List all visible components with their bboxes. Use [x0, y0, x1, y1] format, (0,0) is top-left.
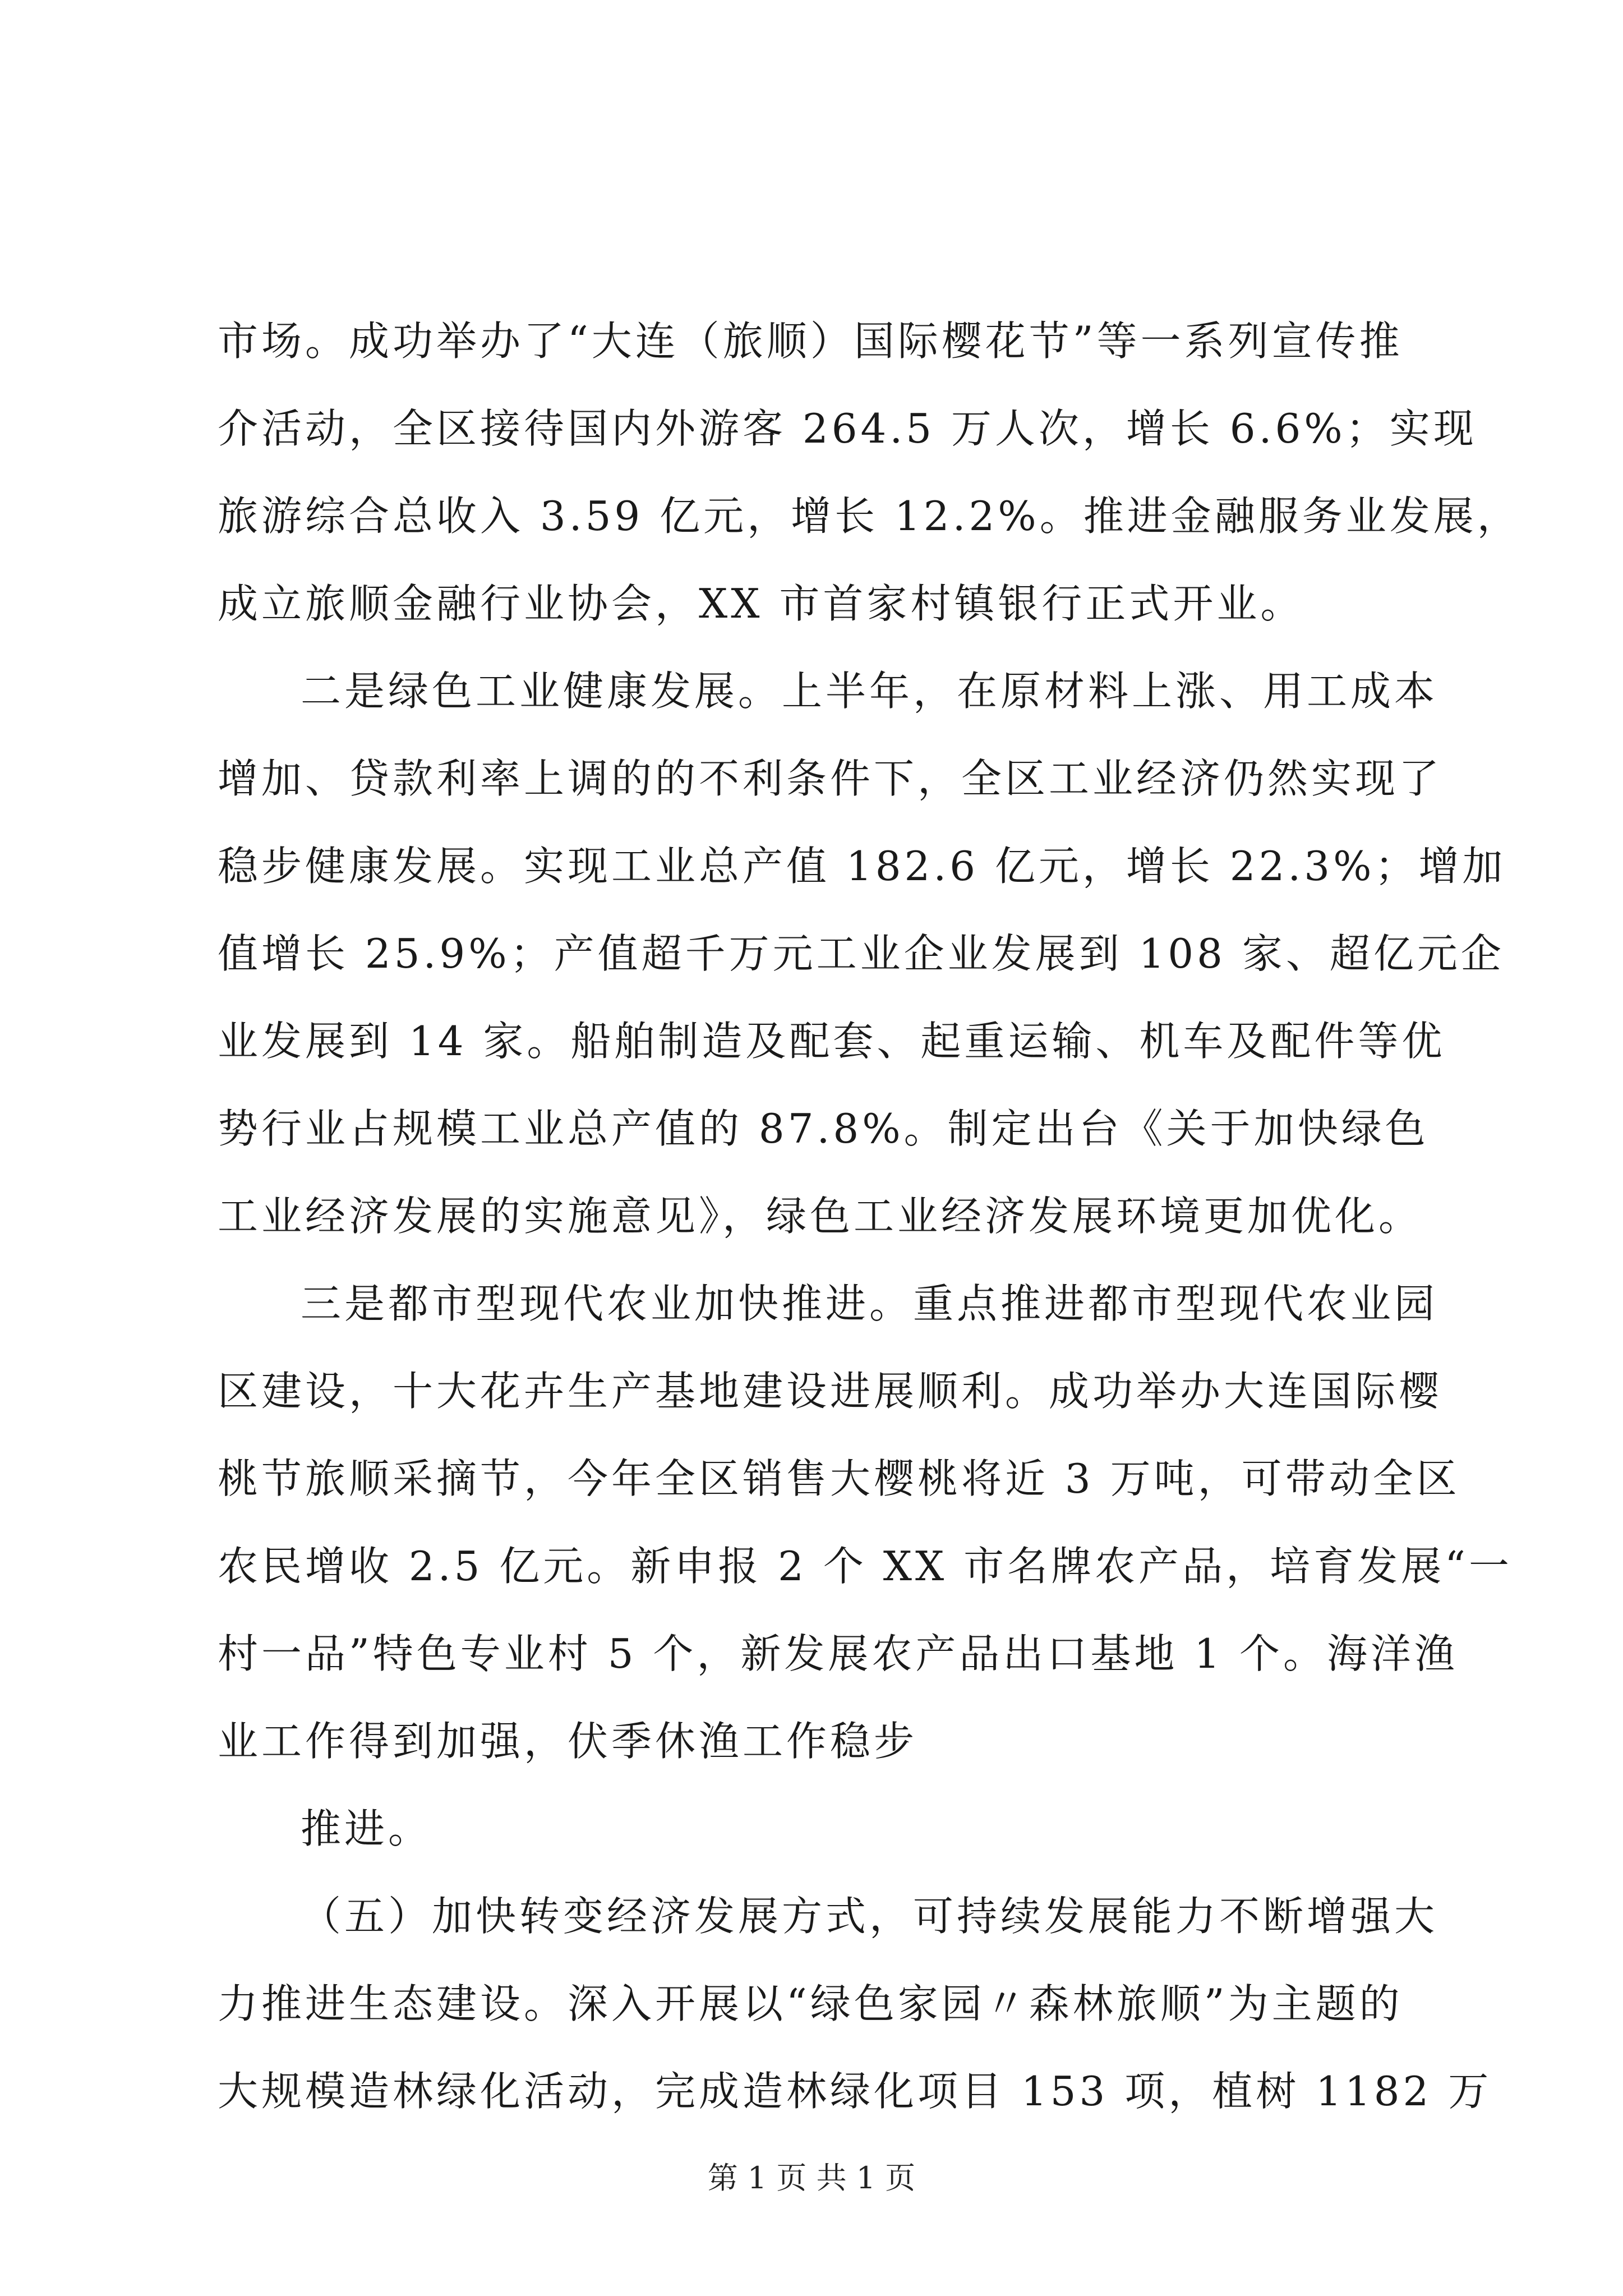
- text-line: 业发展到 14 家。船舶制造及配套、起重运输、机车及配件等优: [218, 1018, 1446, 1065]
- text-line: 推进。: [301, 1805, 432, 1852]
- text-line: 区建设，十大花卉生产基地建设进展顺利。成功举办大连国际樱: [218, 1368, 1443, 1415]
- text-line: 三是都市型现代农业加快推进。重点推进都市型现代农业园: [301, 1280, 1438, 1327]
- text-line: 农民增收 2.5 亿元。新申报 2 个 XX 市名牌农产品，培育发展“一: [218, 1543, 1513, 1590]
- text-line: 介活动，全区接待国内外游客 264.5 万人次，增长 6.6%；实现: [218, 405, 1477, 452]
- text-line: 旅游综合总收入 3.59 亿元，增长 12.2%。推进金融服务业发展，: [218, 493, 1521, 540]
- text-line: 值增长 25.9%；产值超千万元工业企业发展到 108 家、超亿元企: [218, 930, 1505, 977]
- page-footer: 第 1 页 共 1 页: [707, 2160, 916, 2196]
- text-line: 大规模造林绿化活动，完成造林绿化项目 153 项，植树 1182 万: [218, 2068, 1492, 2115]
- text-line: 成立旅顺金融行业协会，XX 市首家村镇银行正式开业。: [218, 580, 1304, 627]
- text-line: 村一品”特色专业村 5 个，新发展农产品出口基地 1 个。海洋渔: [218, 1630, 1458, 1677]
- text-line: 市场。成功举办了“大连（旅顺）国际樱花节”等一系列宣传推: [218, 318, 1403, 365]
- text-line: 工业经济发展的实施意见》，绿色工业经济发展环境更加优化。: [218, 1193, 1423, 1240]
- document-body: [218, 297, 1521, 2135]
- text-line: 增加、贷款利率上调的的不利条件下，全区工业经济仍然实现了: [218, 755, 1443, 802]
- text-line: 业工作得到加强，伏季休渔工作稳步: [218, 1718, 918, 1765]
- text-line: 力推进生态建设。深入开展以“绿色家园〃森林旅顺”为主题的: [218, 1980, 1403, 2027]
- text-line: 桃节旅顺采摘节，今年全区销售大樱桃将近 3 万吨，可带动全区: [218, 1455, 1460, 1502]
- text-line: （五）加快转变经济发展方式，可持续发展能力不断增强大: [301, 1893, 1438, 1940]
- text-line: 二是绿色工业健康发展。上半年，在原材料上涨、用工成本: [301, 668, 1438, 715]
- text-line: 稳步健康发展。实现工业总产值 182.6 亿元，增长 22.3%；增加: [218, 843, 1506, 890]
- text-line: 势行业占规模工业总产值的 87.8%。制定出台《关于加快绿色: [218, 1105, 1429, 1152]
